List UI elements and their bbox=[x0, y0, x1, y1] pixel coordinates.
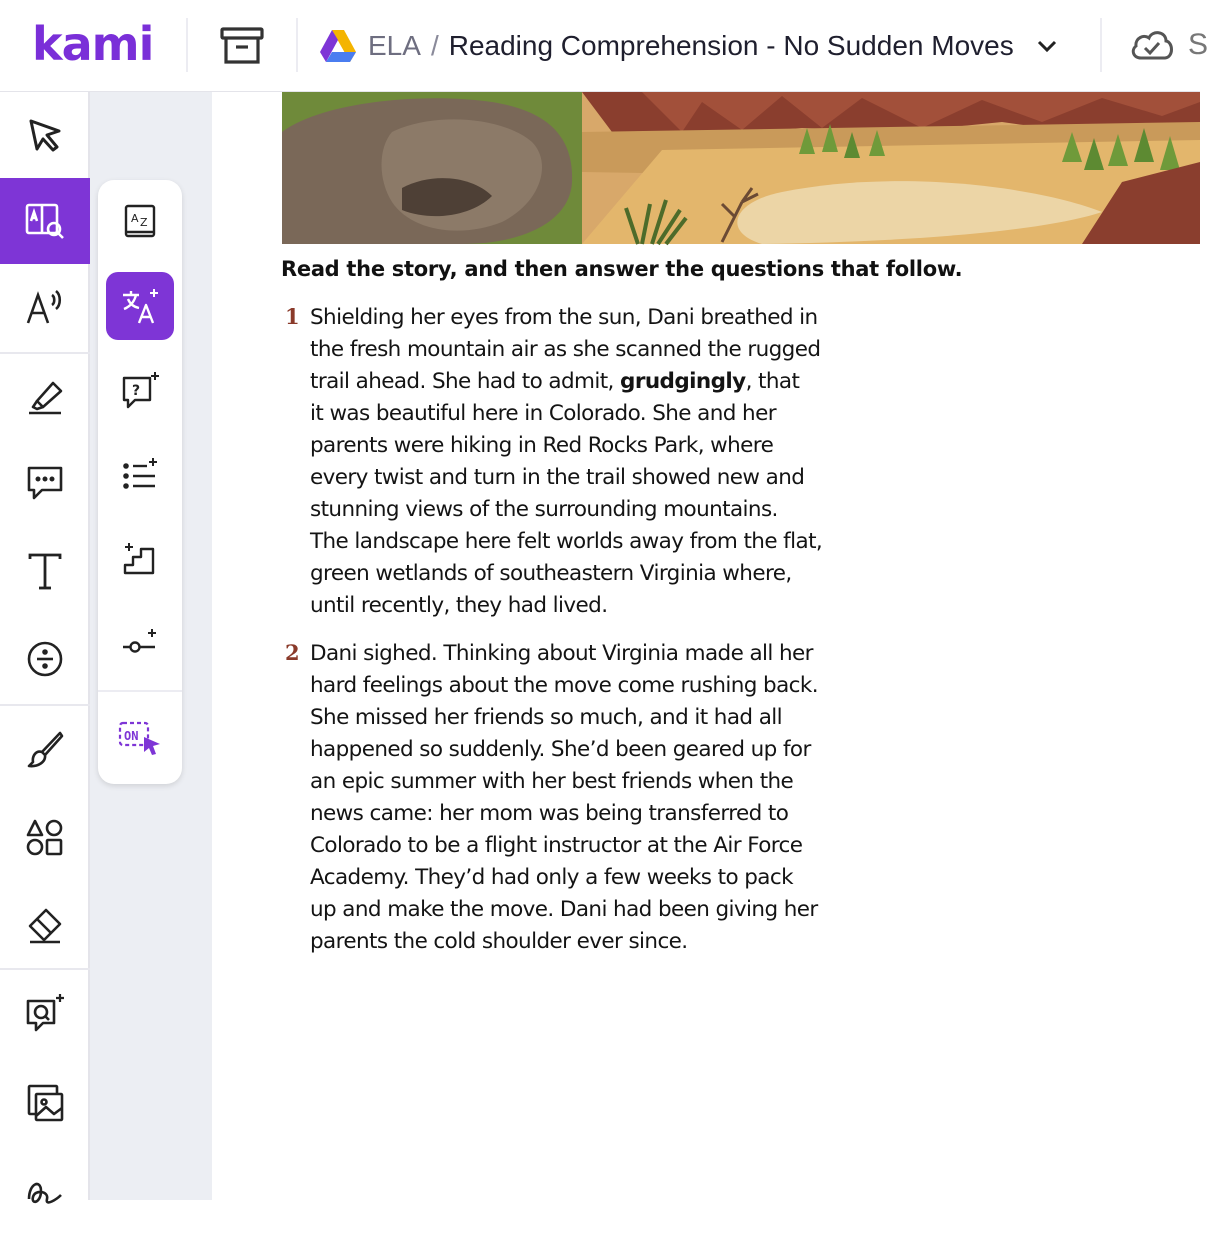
dictionary-option[interactable] bbox=[106, 188, 174, 256]
text-line: Shielding her eyes from the sun, Dani breathed in bbox=[310, 305, 818, 330]
text-line: hard feelings about the move come rushing back. bbox=[310, 673, 818, 698]
image-icon bbox=[24, 1082, 66, 1124]
list-option[interactable] bbox=[106, 440, 174, 508]
highlighter-icon bbox=[23, 375, 67, 419]
divider bbox=[186, 18, 188, 72]
save-status-text: S bbox=[1188, 28, 1208, 61]
breadcrumb bbox=[318, 22, 1060, 70]
dictionary-tool[interactable] bbox=[0, 178, 90, 264]
text-line: The landscape here felt worlds away from the flat, bbox=[310, 529, 823, 554]
ai-question-tool[interactable] bbox=[0, 970, 90, 1056]
divider bbox=[98, 690, 182, 692]
signature-tool[interactable] bbox=[0, 1148, 90, 1234]
chevron-down-icon[interactable] bbox=[1034, 33, 1060, 59]
steps-option[interactable] bbox=[106, 524, 174, 592]
on-cursor-icon bbox=[116, 717, 164, 759]
brush-icon bbox=[24, 728, 66, 770]
image-tool[interactable] bbox=[0, 1060, 90, 1146]
cursor-icon bbox=[25, 115, 65, 155]
text-line: green wetlands of southeastern Virginia where, bbox=[310, 561, 792, 586]
slider-option[interactable] bbox=[106, 608, 174, 676]
vocabulary-word[interactable]: grudgingly bbox=[620, 369, 746, 394]
dictionary-options-panel bbox=[98, 180, 182, 784]
dictionary-search-icon bbox=[23, 199, 67, 243]
text-line: the fresh mountain air as she scanned the rugged bbox=[310, 337, 821, 362]
text-line: until recently, they had lived. bbox=[310, 593, 608, 618]
text-run: trail ahead. She had to admit, bbox=[310, 369, 621, 394]
google-drive-icon bbox=[318, 26, 358, 66]
paragraph-1 bbox=[310, 302, 870, 622]
svg-text:Z: Z bbox=[140, 216, 148, 229]
drawing-tool[interactable] bbox=[0, 706, 90, 792]
eraser-icon bbox=[24, 904, 66, 946]
steps-icon bbox=[119, 537, 161, 579]
breadcrumb-separator: / bbox=[430, 30, 439, 61]
text-line: Dani sighed. Thinking about Virginia made all her bbox=[310, 641, 813, 666]
archive-button[interactable] bbox=[214, 22, 270, 70]
text-icon bbox=[24, 550, 66, 592]
text-line: Academy. They’d had only a few weeks to pack bbox=[310, 865, 793, 890]
text-tool[interactable] bbox=[0, 528, 90, 614]
document-title[interactable]: Reading Comprehension - No Sudden Moves bbox=[448, 30, 1014, 61]
ai-question-icon bbox=[23, 991, 67, 1035]
text-line: news came: her mom was being transferred to bbox=[310, 801, 789, 826]
read-aloud-icon bbox=[23, 285, 67, 329]
text-line: up and make the move. Dani had been giving her bbox=[310, 897, 818, 922]
svg-text:A: A bbox=[131, 212, 139, 225]
equation-icon bbox=[25, 639, 65, 679]
text-line: it was beautiful here in Colorado. She and her bbox=[310, 401, 776, 426]
list-sparkle-icon bbox=[119, 453, 161, 495]
text-line: She missed her friends so much, and it had all bbox=[310, 705, 783, 730]
comment-tool[interactable] bbox=[0, 440, 90, 526]
text-line: parents the cold shoulder ever since. bbox=[310, 929, 688, 954]
text-line: an epic summer with her best friends when the bbox=[310, 769, 794, 794]
text-line: Colorado to be a flight instructor at the Air Force bbox=[310, 833, 803, 858]
story-illustration bbox=[282, 92, 1200, 244]
paragraph-number: 2 bbox=[285, 640, 300, 665]
shapes-tool[interactable] bbox=[0, 794, 90, 880]
breadcrumb-folder[interactable]: ELA bbox=[368, 30, 421, 61]
slider-sparkle-icon bbox=[119, 621, 161, 663]
eraser-tool[interactable] bbox=[0, 882, 90, 968]
question-option[interactable] bbox=[106, 356, 174, 424]
dictionary-book-icon bbox=[120, 202, 160, 242]
question-bubble-icon bbox=[119, 369, 161, 411]
left-toolbar bbox=[0, 92, 90, 1200]
divider bbox=[296, 18, 298, 72]
comment-icon bbox=[24, 462, 66, 504]
divider bbox=[1100, 18, 1102, 72]
text-run: , that bbox=[745, 369, 800, 394]
kami-logo[interactable]: kami bbox=[32, 17, 154, 71]
archive-icon bbox=[219, 26, 265, 66]
text-line: parents were hiking in Red Rocks Park, where bbox=[310, 433, 774, 458]
top-bar bbox=[0, 0, 1208, 92]
svg-text:ON: ON bbox=[124, 729, 139, 743]
text-line: every twist and turn in the trail showed new and bbox=[310, 465, 805, 490]
read-aloud-tool[interactable] bbox=[0, 264, 90, 350]
svg-text:?: ? bbox=[132, 383, 141, 399]
instructions: Read the story, and then answer the questions that follow. bbox=[281, 257, 963, 281]
equation-tool[interactable] bbox=[0, 616, 90, 702]
text-line: stunning views of the surrounding mountains. bbox=[310, 497, 778, 522]
paragraph-number: 1 bbox=[285, 304, 300, 329]
shapes-icon bbox=[24, 816, 66, 858]
cloud-saved-icon[interactable] bbox=[1128, 24, 1176, 68]
paragraph-2 bbox=[310, 638, 870, 958]
select-tool[interactable] bbox=[0, 92, 90, 178]
text-line bbox=[310, 366, 870, 398]
signature-icon bbox=[23, 1169, 67, 1213]
document-page bbox=[212, 92, 1200, 1200]
text-line: happened so suddenly. She’d been geared up for bbox=[310, 737, 811, 762]
translate-option[interactable] bbox=[106, 272, 174, 340]
translate-icon bbox=[119, 285, 161, 327]
on-toggle-option[interactable] bbox=[106, 704, 174, 772]
highlighter-tool[interactable] bbox=[0, 354, 90, 440]
